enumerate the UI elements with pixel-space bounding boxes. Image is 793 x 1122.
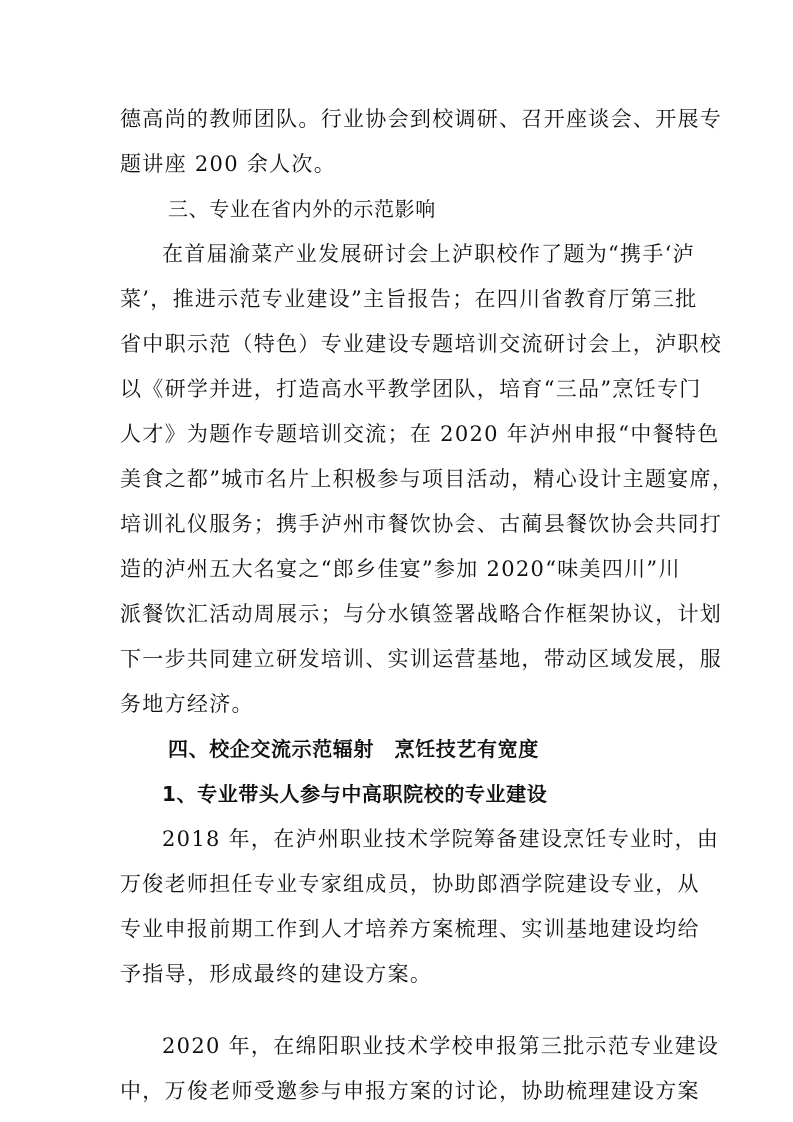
- body-text-line: 万俊老师担任专业专家组成员，协助郎酒学院建设专业，从: [120, 872, 700, 896]
- body-text-line: 美食之都”城市名片上积极参与项目活动，精心设计主题宴席，: [120, 467, 735, 491]
- section-heading: 三、专业在省内外的示范影响: [168, 197, 436, 221]
- body-text-line: 下一步共同建立研发培训、实训运营基地，带动区域发展，服: [120, 647, 723, 671]
- body-text-line: 2020 年，在绵阳职业技术学校申报第三批示范专业建设: [162, 1034, 720, 1058]
- body-text-line: 以《研学并进，打造高水平教学团队，培育“三品”烹饪专门: [120, 377, 702, 401]
- body-text-line: 专业申报前期工作到人才培养方案梳理、实训基地建设均给: [120, 917, 700, 941]
- body-text-line: 题讲座 200 余人次。: [120, 152, 337, 176]
- subsection-heading: 1、专业带头人参与中高职院校的专业建设: [162, 782, 548, 806]
- body-text-line: 培训礼仪服务；携手泸州市餐饮协会、古蔺县餐饮协会共同打: [120, 512, 723, 536]
- body-text-line: 在首届渝菜产业发展研讨会上泸职校作了题为“携手‘泸: [162, 242, 695, 266]
- section-heading: 四、校企交流示范辐射 烹饪技艺有宽度: [168, 737, 539, 761]
- body-text-line: 菜’，推进示范专业建设”主旨报告；在四川省教育厅第三批: [120, 287, 698, 311]
- body-text-line: 造的泸州五大名宴之“郎乡佳宴”参加 2020“味美四川”川: [120, 557, 681, 581]
- body-text-line: 务地方经济。: [120, 692, 254, 716]
- body-text-line: 中，万俊老师受邀参与申报方案的讨论，协助梳理建设方案: [120, 1079, 700, 1103]
- body-text-line: 人才》为题作专题培训交流；在 2020 年泸州申报“中餐特色: [120, 422, 720, 446]
- body-text-line: 派餐饮汇活动周展示；与分水镇签署战略合作框架协议，计划: [120, 602, 723, 626]
- body-text-line: 德高尚的教师团队。行业协会到校调研、召开座谈会、开展专: [120, 107, 723, 131]
- body-text-line: 2018 年，在泸州职业技术学院筹备建设烹饪专业时，由: [162, 827, 720, 851]
- body-text-line: 省中职示范（特色）专业建设专题培训交流研讨会上，泸职校: [120, 332, 723, 356]
- body-text-line: 予指导，形成最终的建设方案。: [120, 962, 433, 986]
